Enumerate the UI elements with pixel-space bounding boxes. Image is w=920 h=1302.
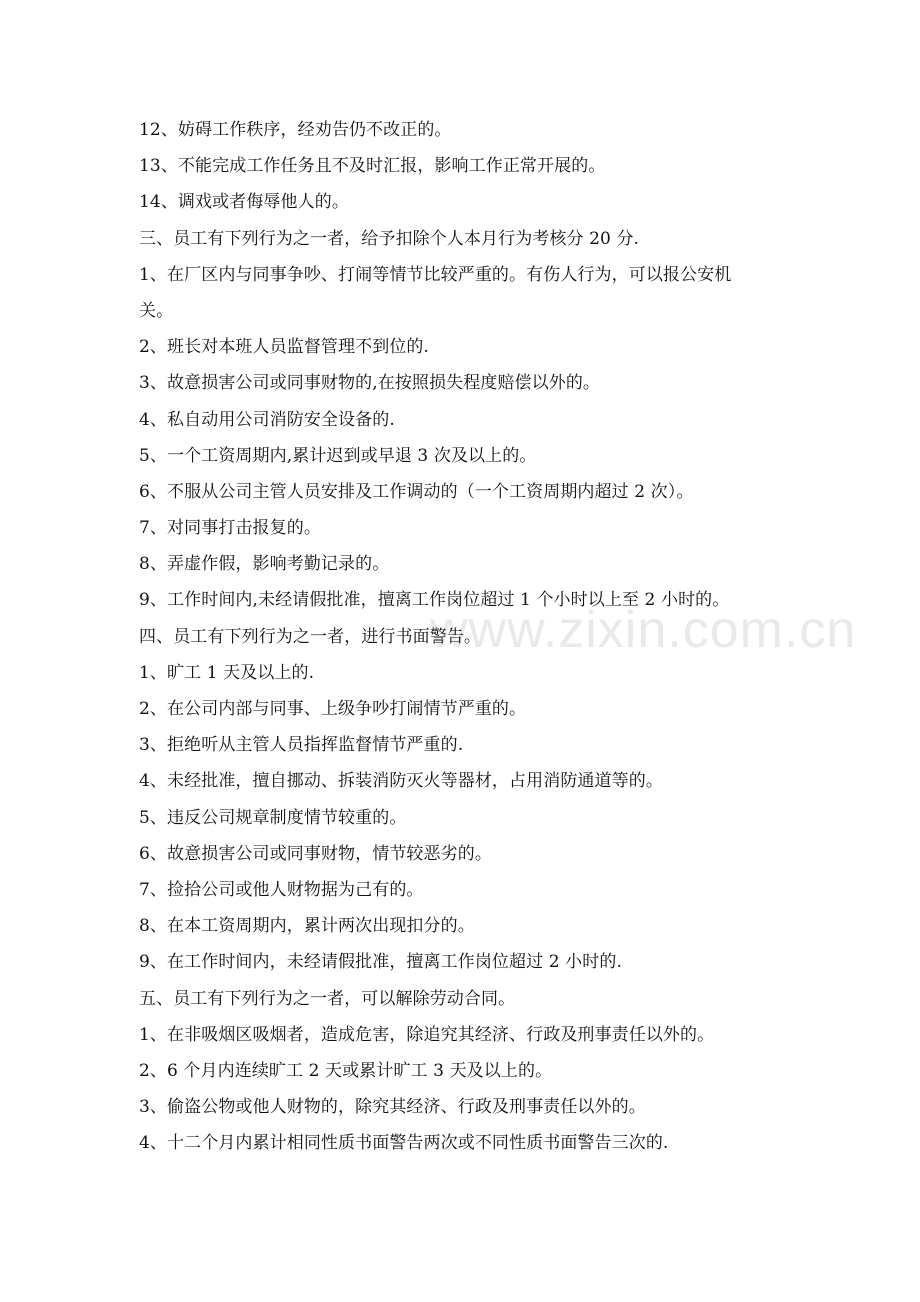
text-line: 4、未经批准，擅自挪动、拆装消防灭火等器材，占用消防通道等的。 xyxy=(139,771,663,792)
section-heading: 三、员工有下列行为之一者，给予扣除个人本月行为考核分 20 分. xyxy=(139,228,640,249)
text-line: 3、拒绝听从主管人员指挥监督情节严重的. xyxy=(139,735,464,756)
text-line: 9、工作时间内,未经请假批准，擅离工作岗位超过 1 个小时以上至 2 小时的。 xyxy=(139,590,730,611)
document-body xyxy=(139,112,799,1161)
text-line: 8、弄虚作假，影响考勤记录的。 xyxy=(139,554,390,575)
text-line: 1、旷工 1 天及以上的. xyxy=(139,662,315,683)
text-line: 5、违反公司规章制度情节较重的。 xyxy=(139,807,407,828)
text-line: 4、十二个月内累计相同性质书面警告两次或不同性质书面警告三次的. xyxy=(139,1133,669,1154)
text-line: 5、一个工资周期内,累计迟到或早退 3 次及以上的。 xyxy=(139,445,537,466)
text-line: 8、在本工资周期内，累计两次出现扣分的。 xyxy=(139,916,475,937)
text-line: 关。 xyxy=(139,300,174,321)
text-line: 2、班长对本班人员监督管理不到位的. xyxy=(139,337,430,358)
text-line: 2、6 个月内连续旷工 2 天或累计旷工 3 天及以上的。 xyxy=(139,1060,553,1081)
section-heading: 四、员工有下列行为之一者，进行书面警告。 xyxy=(139,626,481,647)
text-line: 14、调戏或者侮辱他人的。 xyxy=(139,192,349,213)
text-line: 3、故意损害公司或同事财物的,在按照损失程度赔偿以外的。 xyxy=(139,373,601,394)
text-line: 3、偷盗公物或他人财物的，除究其经济、行政及刑事责任以外的。 xyxy=(139,1097,646,1118)
text-line: 12、妨碍工作秩序，经劝告仍不改正的。 xyxy=(139,120,452,140)
text-line: 7、对同事打击报复的。 xyxy=(139,518,321,539)
text-line: 7、捡拾公司或他人财物据为己有的。 xyxy=(139,879,424,900)
text-line: 2、在公司内部与同事、上级争吵打闹情节严重的。 xyxy=(139,699,527,719)
section-heading: 五、员工有下列行为之一者，可以解除劳动合同。 xyxy=(139,988,516,1009)
text-line: 1、在厂区内与同事争吵、打闹等情节比较严重的。有伤人行为，可以报公安机 xyxy=(139,264,732,285)
text-line: 6、不服从公司主管人员安排及工作调动的（一个工资周期内超过 2 次）。 xyxy=(139,481,694,502)
text-line: 13、不能完成工作任务且不及时汇报，影响工作正常开展的。 xyxy=(139,156,606,177)
text-line: 6、故意损害公司或同事财物，情节较恶劣的。 xyxy=(139,843,492,864)
text-line: 4、私自动用公司消防安全设备的. xyxy=(139,409,395,430)
text-line: 1、在非吸烟区吸烟者，造成危害，除追究其经济、行政及刑事责任以外的。 xyxy=(139,1024,715,1045)
text-line: 9、在工作时间内，未经请假批准，擅离工作岗位超过 2 小时的. xyxy=(139,952,622,973)
watermark-text: www.zixin.com.cn xyxy=(430,601,857,659)
